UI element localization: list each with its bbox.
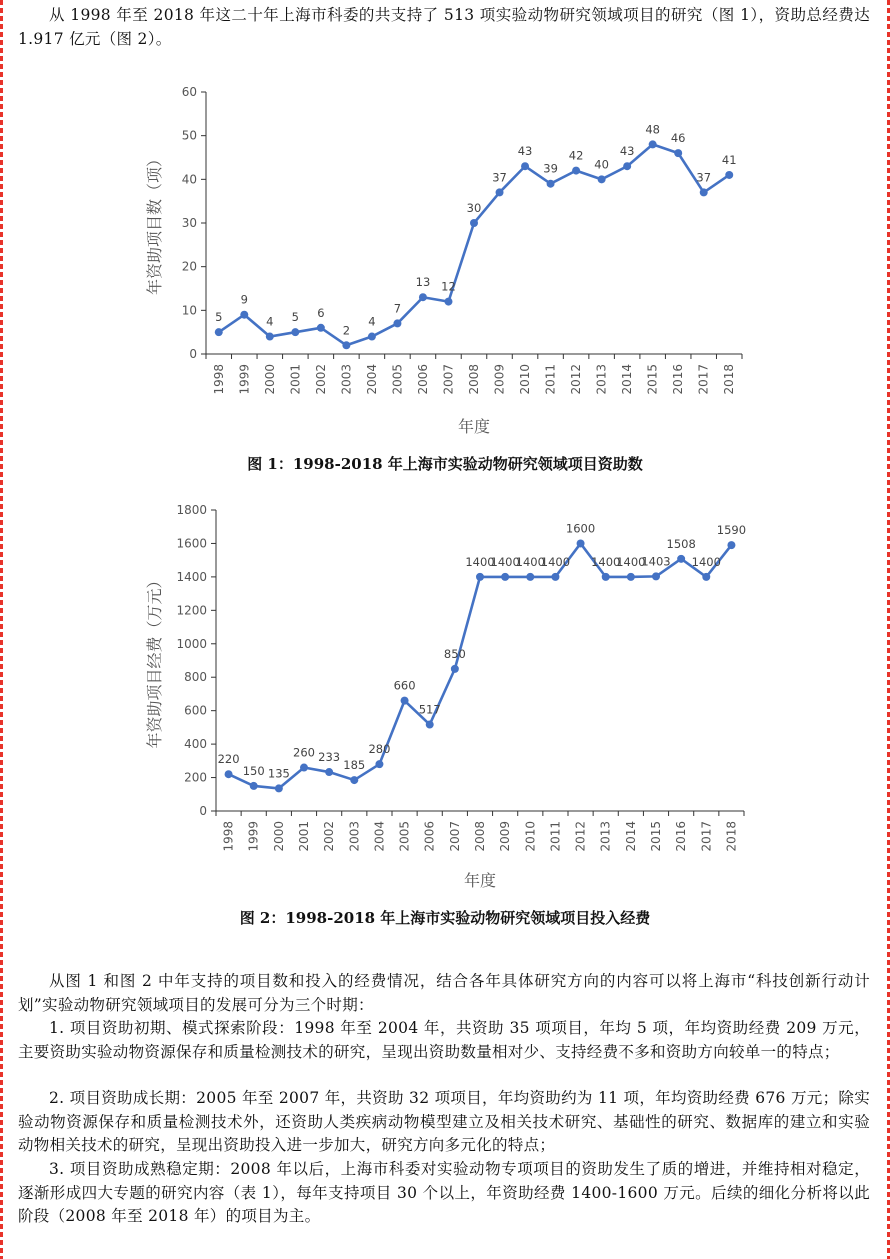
x-tick-label: 2007 xyxy=(441,364,456,395)
y-tick-label: 40 xyxy=(181,172,197,187)
data-label: 37 xyxy=(696,170,712,185)
data-label: 1600 xyxy=(565,521,596,536)
x-tick-label: 2016 xyxy=(671,364,686,395)
data-point xyxy=(700,188,708,196)
data-label: 40 xyxy=(594,157,609,172)
y-tick-label: 1000 xyxy=(176,636,207,651)
data-point xyxy=(501,573,509,581)
x-tick-label: 2000 xyxy=(271,821,286,852)
data-label: 1508 xyxy=(666,536,696,551)
data-point xyxy=(451,665,459,673)
data-point xyxy=(674,149,682,157)
x-tick-label: 2017 xyxy=(696,364,711,395)
y-tick-label: 1200 xyxy=(176,603,207,618)
x-tick-label: 2014 xyxy=(623,821,638,852)
data-point xyxy=(240,311,248,319)
x-tick-label: 2004 xyxy=(372,821,387,852)
data-label: 48 xyxy=(645,122,660,137)
x-tick-label: 2013 xyxy=(594,364,609,395)
data-point xyxy=(393,319,401,327)
data-label: 135 xyxy=(267,766,290,781)
x-tick-label: 2014 xyxy=(620,364,635,395)
x-tick-label: 2015 xyxy=(645,364,660,395)
y-tick-label: 800 xyxy=(184,670,207,685)
x-tick-label: 2006 xyxy=(415,364,430,395)
data-point xyxy=(401,697,409,705)
x-tick-label: 2000 xyxy=(262,364,277,395)
x-tick-label: 2005 xyxy=(390,364,405,395)
body-paragraph-stage-3: 3. 项目资助成熟稳定期：2008 年以后，上海市科委对实验动物专项项目的资助发生了质的增进，并维持相对稳定，逐渐形成四大专题的研究内容（表 1），每年支持项目 30 个以上，年资助经费 1400-1600 万元。后续的细化分析将以此阶段（2008 年至 2018 年）的项目为主。 xyxy=(18,1160,870,1225)
data-point xyxy=(325,768,333,776)
data-label: 43 xyxy=(517,144,533,159)
y-tick-label: 0 xyxy=(199,804,207,818)
data-label: 2 xyxy=(342,323,351,338)
y-tick-label: 1800 xyxy=(176,503,207,517)
data-label: 185 xyxy=(343,758,366,773)
data-point xyxy=(225,770,233,778)
data-label: 13 xyxy=(415,275,431,290)
data-label: 46 xyxy=(670,131,686,146)
data-point xyxy=(725,171,733,179)
x-tick-label: 2016 xyxy=(674,821,689,852)
data-label: 4 xyxy=(266,314,274,329)
data-point xyxy=(547,180,555,188)
x-tick-label: 1998 xyxy=(211,364,226,395)
data-point xyxy=(350,776,358,784)
x-axis-title: 年度 xyxy=(457,417,491,436)
data-point xyxy=(250,782,258,790)
data-label: 233 xyxy=(318,750,341,765)
y-tick-label: 10 xyxy=(181,303,197,318)
x-tick-label: 2012 xyxy=(573,821,588,852)
y-tick-label: 50 xyxy=(181,128,197,143)
data-point xyxy=(602,573,610,581)
data-point xyxy=(577,539,585,547)
y-tick-label: 60 xyxy=(181,85,197,99)
x-tick-label: 2012 xyxy=(569,364,584,395)
data-point xyxy=(470,219,478,227)
x-tick-label: 2010 xyxy=(518,364,533,395)
x-tick-label: 2008 xyxy=(473,821,487,852)
figure2-line-chart xyxy=(0,495,890,895)
data-label: 5 xyxy=(291,310,299,325)
data-label: 7 xyxy=(393,301,402,316)
data-point xyxy=(677,555,685,563)
data-point xyxy=(521,162,529,170)
y-tick-label: 30 xyxy=(181,216,197,230)
y-tick-label: 1600 xyxy=(176,536,207,551)
data-point xyxy=(375,760,383,768)
body-paragraph-stage-2: 2. 项目资助成长期：2005 年至 2007 年，共资助 32 项项目，年均资助约为 11 项，年均资助经费 676 万元；除实验动物资源保存和质量检测技术外，还资助人类疾病动物模型建立及相关技术研究、基础性的研究、数据库的建立和实验动物相关技术的研究，呈现出资助投入进一步加大，研究方向多元化的特点； xyxy=(18,1089,870,1154)
data-label: 41 xyxy=(721,152,737,167)
x-tick-label: 2002 xyxy=(322,821,337,852)
data-label: 1403 xyxy=(641,554,671,569)
data-label: 9 xyxy=(240,292,248,307)
data-label: 39 xyxy=(543,161,558,176)
x-tick-label: 2003 xyxy=(347,821,362,852)
data-label: 42 xyxy=(568,148,584,163)
data-label: 6 xyxy=(317,305,325,320)
data-label: 517 xyxy=(418,702,441,717)
data-point xyxy=(551,573,559,581)
data-point xyxy=(652,572,660,580)
data-point xyxy=(649,140,657,148)
data-label: 30 xyxy=(466,201,482,215)
y-tick-label: 20 xyxy=(181,259,197,274)
data-point xyxy=(598,175,606,183)
data-point xyxy=(317,324,325,332)
data-label: 1400 xyxy=(465,554,495,569)
body-paragraph-intro: 从图 1 和图 2 中年支持的项目数和投入的经费情况，结合各年具体研究方向的内容可以将上海市“科技创新行动计划”实验动物研究领域项目的发展可分为三个时期： xyxy=(18,972,870,1014)
data-label: 150 xyxy=(242,763,265,778)
y-tick-label: 600 xyxy=(184,703,207,718)
data-point xyxy=(368,333,376,341)
data-point xyxy=(291,328,299,336)
x-tick-label: 2005 xyxy=(397,821,412,852)
x-tick-label: 2001 xyxy=(288,364,303,395)
data-label: 5 xyxy=(215,310,223,325)
intro-paragraph: 从 1998 年至 2018 年这二十年上海市科委的共支持了 513 项实验动物研究领域项目的研究（图 1），资助总经费达 1.917 亿元（图 2）。 xyxy=(18,6,870,48)
data-point xyxy=(627,573,635,581)
body-paragraph-stage-1: 1. 项目资助初期、模式探索阶段：1998 年至 2004 年，共资助 35 项项目，年均 5 项，年均资助经费 209 万元，主要资助实验动物资源保存和质量检测技术的研究，呈现出资助数量相对少、支持经费不多和资助方向较单一的特点； xyxy=(18,1019,870,1061)
y-tick-label: 0 xyxy=(189,347,197,361)
data-label: 850 xyxy=(443,646,466,661)
x-tick-label: 1999 xyxy=(237,364,252,395)
figure2-caption: 图 2：1998-2018 年上海市实验动物研究领域项目投入经费 xyxy=(239,909,651,927)
data-label: 1400 xyxy=(540,554,571,569)
x-tick-label: 2003 xyxy=(339,364,354,395)
x-tick-label: 2009 xyxy=(492,364,507,395)
data-label: 660 xyxy=(393,678,416,693)
data-label: 1590 xyxy=(716,523,747,538)
y-axis-title: 年资助项目数（项） xyxy=(145,150,164,296)
data-point xyxy=(526,573,534,581)
x-tick-label: 2018 xyxy=(724,821,739,852)
data-point xyxy=(727,541,735,549)
figure1-caption: 图 1：1998-2018 年上海市实验动物研究领域项目资助数 xyxy=(247,455,643,473)
x-tick-label: 2018 xyxy=(722,364,737,395)
data-point xyxy=(444,298,452,306)
x-tick-label: 2006 xyxy=(422,821,437,852)
x-tick-label: 2009 xyxy=(498,821,513,852)
data-point xyxy=(266,333,274,341)
x-tick-label: 1999 xyxy=(246,821,261,852)
data-point xyxy=(702,573,710,581)
data-label: 37 xyxy=(492,170,507,185)
x-tick-label: 2002 xyxy=(313,364,328,395)
x-tick-label: 2015 xyxy=(649,821,663,852)
x-tick-label: 2017 xyxy=(699,821,714,852)
figure1-line-chart xyxy=(0,70,890,440)
data-label: 1400 xyxy=(591,554,621,569)
data-point xyxy=(496,188,504,196)
x-tick-label: 2001 xyxy=(297,821,311,852)
y-tick-label: 400 xyxy=(184,737,207,752)
y-axis-title: 年资助项目经费（万元） xyxy=(145,572,164,749)
x-tick-label: 1998 xyxy=(221,821,236,852)
x-tick-label: 2013 xyxy=(598,821,613,852)
data-label: 43 xyxy=(619,144,635,159)
data-label: 1400 xyxy=(691,554,721,569)
x-tick-label: 2011 xyxy=(543,364,558,395)
y-tick-label: 1400 xyxy=(176,569,207,584)
x-axis-title: 年度 xyxy=(463,871,497,890)
data-label: 1400 xyxy=(490,554,520,569)
x-tick-label: 2008 xyxy=(467,364,481,395)
x-tick-label: 2010 xyxy=(523,821,538,852)
data-point xyxy=(572,167,580,175)
data-point xyxy=(215,328,223,336)
data-point xyxy=(476,573,484,581)
data-label: 260 xyxy=(293,745,315,760)
data-point xyxy=(426,721,434,729)
data-label: 12 xyxy=(441,279,456,294)
data-label: 220 xyxy=(217,752,240,767)
data-label: 1400 xyxy=(515,554,545,569)
data-label: 1400 xyxy=(616,554,646,569)
data-point xyxy=(342,341,350,349)
data-point xyxy=(300,764,308,772)
x-tick-label: 2004 xyxy=(364,364,379,395)
data-label: 280 xyxy=(368,742,391,757)
data-label: 4 xyxy=(368,314,376,329)
data-point xyxy=(623,162,631,170)
x-tick-label: 2011 xyxy=(548,821,563,852)
y-tick-label: 200 xyxy=(184,770,207,785)
data-point xyxy=(275,784,283,792)
data-point xyxy=(419,293,427,301)
x-tick-label: 2007 xyxy=(447,821,462,852)
